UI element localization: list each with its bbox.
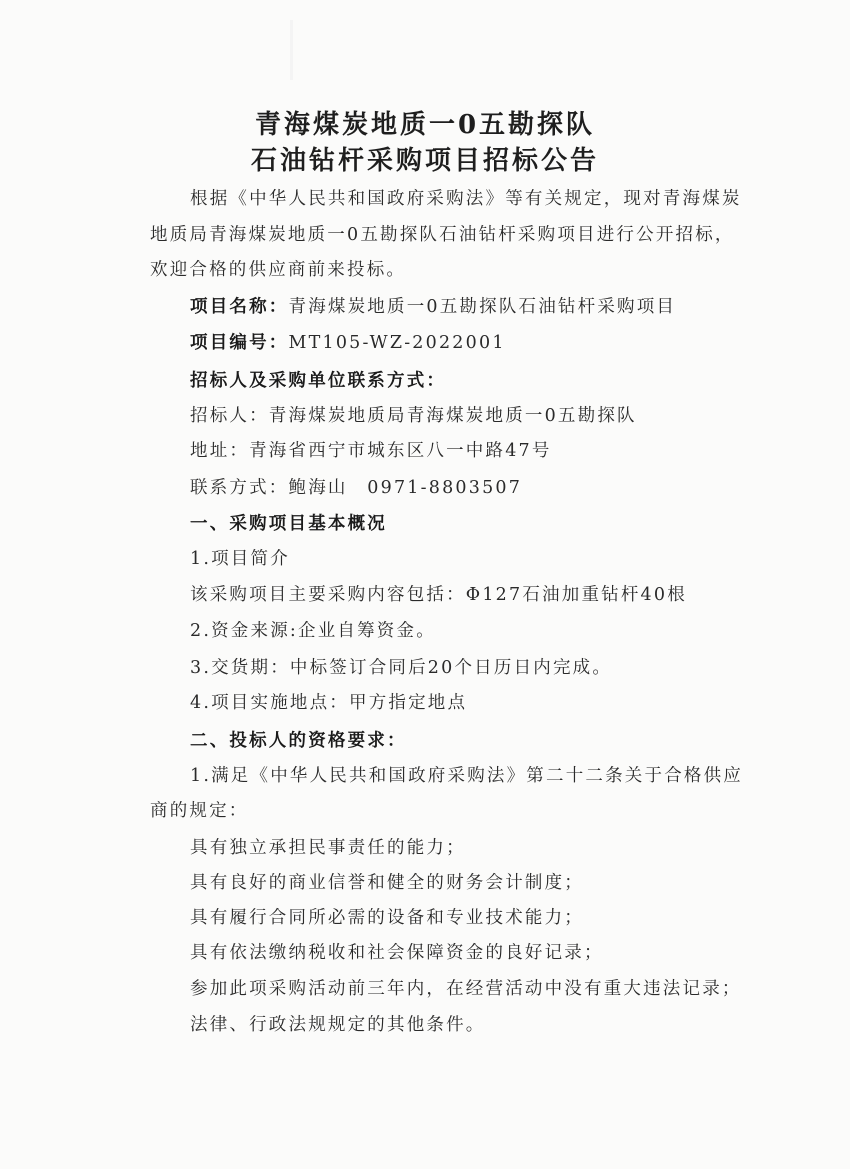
section1-item: 2.资金来源:企业自筹资金。 <box>190 621 436 641</box>
project-number-label: 项目编号： <box>190 333 289 353</box>
section2-heading: 二、投标人的资格要求： <box>190 731 407 751</box>
requirement-line: 商的规定： <box>150 801 249 821</box>
condition-item: 具有良好的商业信誉和健全的财务会计制度； <box>190 873 584 893</box>
section1-item: 3.交货期：中标签订合同后20个日历日内完成。 <box>190 658 613 678</box>
scan-artifact <box>290 20 293 80</box>
contact-heading: 招标人及采购单位联系方式： <box>190 371 447 391</box>
intro-line: 欢迎合格的供应商前来投标。 <box>150 260 407 280</box>
project-name-value: 青海煤炭地质一0五勘探队石油钻杆采购项目 <box>288 297 677 317</box>
title-line-2: 石油钻杆采购项目招标公告 <box>250 146 599 176</box>
contact: 联系方式：鲍海山 0971-8803507 <box>190 478 523 498</box>
condition-item: 参加此项采购活动前三年内，在经营活动中没有重大违法记录； <box>190 979 742 999</box>
section1-heading: 一、采购项目基本概况 <box>190 514 387 534</box>
intro-line: 地质局青海煤炭地质一0五勘探队石油钻杆采购项目进行公开招标， <box>150 225 735 245</box>
address: 地址：青海省西宁市城东区八一中路47号 <box>190 441 552 461</box>
intro-line: 根据《中华人民共和国政府采购法》等有关规定，现对青海煤炭 <box>190 189 742 209</box>
section1-item: 4.项目实施地点：甲方指定地点 <box>190 693 468 713</box>
requirement-line: 1.满足《中华人民共和国政府采购法》第二十二条关于合格供应 <box>190 766 743 786</box>
section1-item: 1.项目简介 <box>190 549 290 569</box>
project-number <box>190 329 506 354</box>
project-name-label: 项目名称： <box>190 297 289 317</box>
condition-item: 法律、行政法规规定的其他条件。 <box>190 1015 486 1035</box>
section1-item: 该采购项目主要采购内容包括：Φ127石油加重钻杆40根 <box>190 585 687 605</box>
tenderer: 招标人：青海煤炭地质局青海煤炭地质一0五勘探队 <box>190 406 637 426</box>
project-name <box>190 293 676 318</box>
title-line-1: 青海煤炭地质一0五勘探队 <box>254 110 596 140</box>
condition-item: 具有履行合同所必需的设备和专业技术能力； <box>190 908 584 928</box>
condition-item: 具有依法缴纳税收和社会保障资金的良好记录； <box>190 943 604 963</box>
project-number-value: MT105-WZ-2022001 <box>288 333 506 353</box>
condition-item: 具有独立承担民事责任的能力； <box>190 838 466 858</box>
